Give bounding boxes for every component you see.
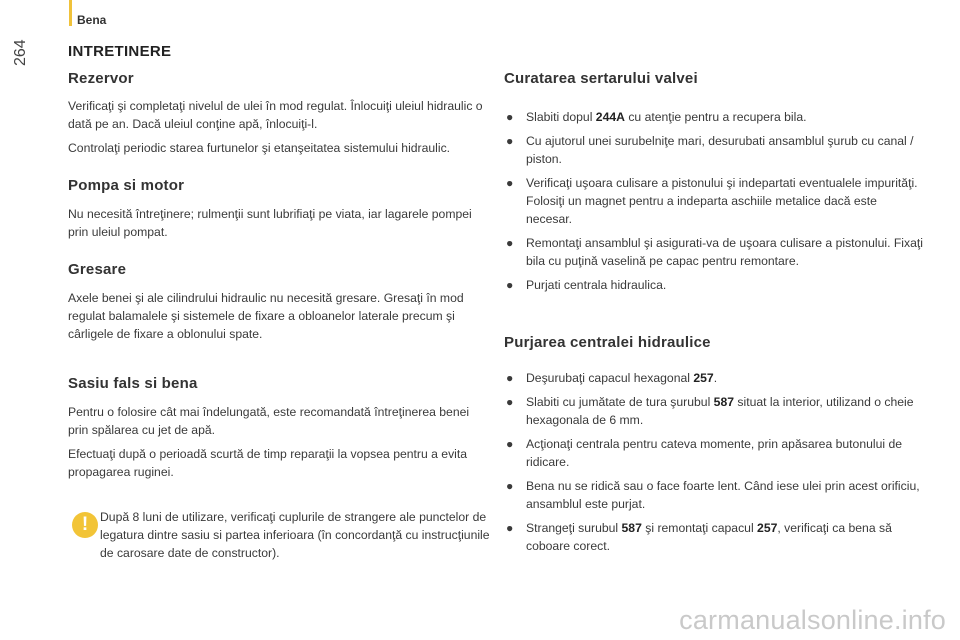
watermark: carmanualsonline.info bbox=[679, 605, 946, 635]
gresare-paragraph-1: Axele benei şi ale cilindrului hidraulic nu necesită gresare. Gresaţi în mod regulat balamalele şi sistemele de fixare a obloanelor laterale precum şi cârligele de fixare a oblonului spate. bbox=[68, 291, 464, 341]
bullet-icon: ● bbox=[506, 371, 514, 385]
left-column bbox=[68, 70, 486, 481]
page-number: 264 bbox=[12, 39, 29, 66]
heading-sertar: Curatarea sertarului valvei bbox=[504, 70, 698, 87]
list-item: ● Verificaţi uşoara culisare a pistonului şi indepartati eventualele impurităţi. Folosiţi un magnet pentru a indeparta aschiile metalice dacă este necesar. bbox=[506, 176, 918, 226]
list-item: ● Strangeţi surubul 587 şi remontaţi capacul 257, verificaţi ca bena să coboare corect. bbox=[506, 521, 892, 553]
warning-text: După 8 luni de utilizare, verificaţi cuplurile de strangere ale punctelor de legatura dintre sasiu si partea inferioara (în concordanţă cu instrucţiunile de carosare date de constructor). bbox=[100, 510, 490, 560]
bullet-icon: ● bbox=[506, 437, 514, 451]
warning-icon: ! bbox=[72, 512, 98, 538]
list-item: ● Bena nu se ridică sau o face foarte lent. Când iese ulei prin acest orificiu, ansamblul este purjat. bbox=[506, 479, 920, 511]
list-item: ● Slabiti cu jumătate de tura şurubul 587 situat la interior, utilizand o cheie hexagonala de 6 mm. bbox=[506, 395, 914, 427]
accent-bar bbox=[69, 0, 72, 26]
heading-pompa: Pompa si motor bbox=[68, 177, 185, 194]
page-title: INTRETINERE bbox=[68, 43, 172, 60]
section-label: Bena bbox=[77, 13, 107, 27]
warning-note bbox=[68, 507, 488, 567]
list-item: ● Acţionaţi centrala pentru cateva momente, prin apăsarea butonului de ridicare. bbox=[506, 437, 903, 469]
heading-gresare: Gresare bbox=[68, 261, 127, 278]
rezervor-paragraph-2: Controlaţi periodic starea furtunelor şi etanşeitatea sistemului hidraulic. bbox=[68, 141, 451, 155]
heading-rezervor: Rezervor bbox=[68, 70, 134, 87]
bullet-icon: ● bbox=[506, 134, 514, 148]
sasiu-paragraph-1: Pentru o folosire cât mai îndelungată, este recomandată întreţinerea benei prin spălarea cu jet de apă. bbox=[68, 405, 470, 437]
list-item: ● Purjati centrala hidraulica. bbox=[506, 278, 667, 292]
bullet-icon: ● bbox=[506, 395, 514, 409]
heading-purjare: Purjarea centralei hidraulice bbox=[504, 334, 711, 351]
list-item: ● Deşurubaţi capacul hexagonal 257. bbox=[506, 371, 718, 385]
right-column bbox=[504, 70, 924, 555]
list-item: ● Remontaţi ansamblul şi asigurati-va de uşoara culisare a pistonului. Fixaţi bila cu puţină vaselină pe capac pentru remontare. bbox=[506, 236, 923, 268]
bullet-icon: ● bbox=[506, 236, 514, 250]
list-item: ● Cu ajutorul unei surubelniţe mari, desurubati ansamblul şurub cu canal / piston. bbox=[506, 134, 914, 166]
bullet-icon: ● bbox=[506, 479, 514, 493]
bullet-icon: ● bbox=[506, 278, 514, 292]
pompa-paragraph-1: Nu necesită întreţinere; rulmenţii sunt lubrifiaţi pe viata, iar lagarele pompei prin uleiul pompat. bbox=[68, 207, 472, 239]
bullet-icon: ● bbox=[506, 110, 514, 124]
bullet-icon: ● bbox=[506, 176, 514, 190]
heading-sasiu: Sasiu fals si bena bbox=[68, 375, 198, 392]
list-item: ● Slabiti dopul 244A cu atenţie pentru a recupera bila. bbox=[506, 110, 807, 124]
sasiu-paragraph-2: Efectuaţi după o perioadă scurtă de timp reparaţii la vopsea pentru a evita propagarea ruginei. bbox=[68, 447, 468, 479]
rezervor-paragraph-1: Verificaţi şi completaţi nivelul de ulei în mod regulat. Înlocuiţi uleiul hidraulic o dată pe an. Dacă uleiul conţine apă, înlocuiţi-l. bbox=[68, 99, 483, 131]
bullet-icon: ● bbox=[506, 521, 514, 535]
